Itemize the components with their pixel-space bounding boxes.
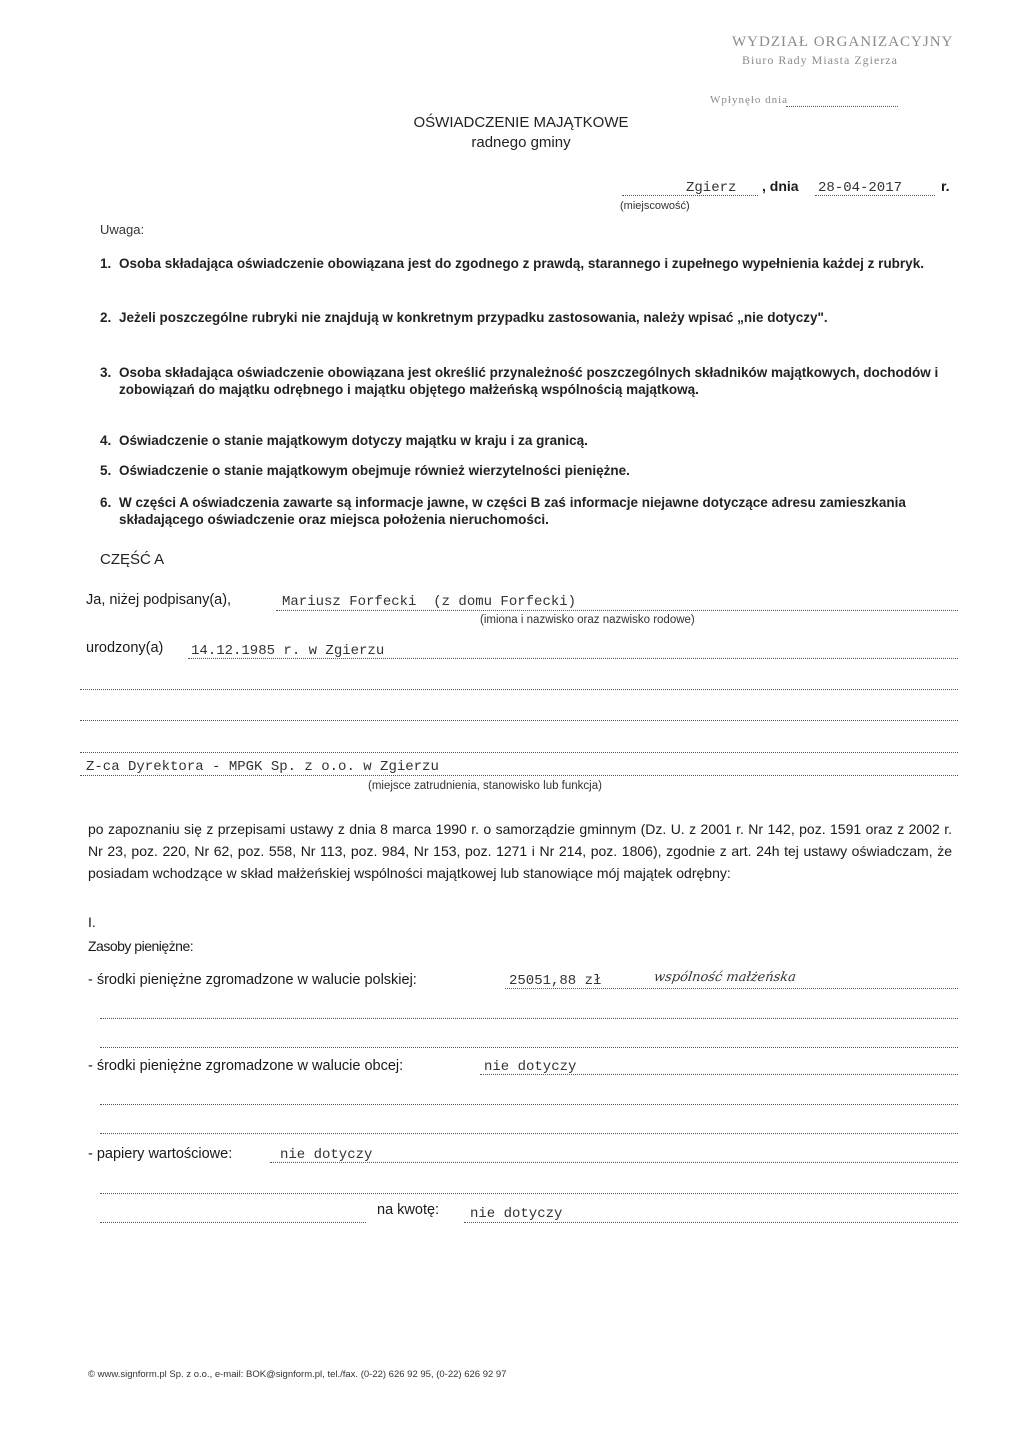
- rule-number: 1.: [100, 256, 112, 271]
- stamp-office: Biuro Rady Miasta Zgierza: [742, 53, 898, 67]
- pln-blank-line-2: [100, 1047, 958, 1048]
- part-a-heading: CZĘŚĆ A: [100, 551, 165, 568]
- stamp-department: WYDZIAŁ ORGANIZACYJNY: [732, 34, 954, 50]
- blank-line-1: [80, 689, 958, 690]
- fx-value: nie dotyczy: [484, 1059, 577, 1075]
- signer-name-caption: (imiona i nazwisko oraz nazwisko rodowe): [480, 614, 695, 626]
- rule-3: [100, 364, 950, 418]
- rule-5: [100, 462, 950, 480]
- fx-label: - środki pieniężne zgromadzone w walucie obcej:: [88, 1058, 404, 1074]
- signer-name: Mariusz Forfecki (z domu Forfecki): [282, 594, 577, 610]
- amount-value: nie dotyczy: [470, 1206, 563, 1222]
- born-label: urodzony(a): [86, 640, 164, 656]
- section-number: I.: [88, 914, 96, 930]
- note-label: Uwaga:: [100, 222, 145, 237]
- place-caption: (miejscowość): [620, 200, 690, 212]
- pln-handwritten-note: wspólność małżeńska: [652, 970, 797, 985]
- rule-4: [100, 432, 950, 450]
- section-heading: Zasoby pieniężne:: [88, 938, 194, 954]
- rule-text: Oświadczenie o stanie majątkowym obejmuje również wierzytelności pieniężne.: [119, 463, 630, 478]
- job-line: [80, 775, 958, 776]
- date-value: 28-04-2017: [818, 180, 903, 196]
- rule-text: Jeżeli poszczególne rubryki nie znajdują w konkretnym przypadku zastosowania, należy wpisać „nie dotyczy".: [119, 310, 828, 325]
- rule-text: Osoba składająca oświadczenie obowiązana jest do zgodnego z prawdą, starannego i zupełnego wypełnienia każdej z rubryk.: [119, 256, 924, 271]
- rule-number: 6.: [100, 495, 112, 510]
- rule-number: 5.: [100, 463, 112, 478]
- pln-value: 25051,88 zł: [509, 973, 602, 989]
- amount-line: [464, 1222, 958, 1223]
- signer-name-line: [276, 610, 958, 611]
- rule-number: 3.: [100, 365, 112, 380]
- rule-number: 2.: [100, 310, 112, 325]
- stamp-received-line: [786, 106, 898, 107]
- amount-left-line: [100, 1222, 366, 1223]
- amount-label: na kwotę:: [377, 1202, 440, 1218]
- stamp-received: [710, 94, 788, 106]
- pln-label: - środki pieniężne zgromadzone w walucie polskiej:: [88, 972, 417, 988]
- fx-blank-line-2: [100, 1133, 958, 1134]
- rule-2: [100, 309, 950, 345]
- pln-blank-line-1: [100, 1018, 958, 1019]
- securities-line: [270, 1162, 958, 1163]
- date-suffix: r.: [941, 178, 950, 194]
- rule-1: [100, 255, 950, 291]
- page-title: OŚWIADCZENIE MAJĄTKOWE: [413, 114, 629, 131]
- job-caption: (miejsce zatrudnienia, stanowisko lub funkcja): [368, 780, 602, 792]
- footer-credit: © www.signform.pl Sp. z o.o., e-mail: BOK@signform.pl, tel./fax. (0-22) 626 92 95, (0-22) 626 92 97: [88, 1369, 507, 1380]
- rule-6: [100, 494, 950, 530]
- rule-number: 4.: [100, 433, 112, 448]
- statement-paragraph: po zapoznaniu się z przepisami ustawy z dnia 8 marca 1990 r. o samorządzie gminnym (Dz. U. z 2001 r. Nr 142, poz. 1591 oraz z 2002 r. Nr 23, poz. 220, Nr 62, poz. 558, Nr 113, poz. 984, Nr 153, poz. 1271 i Nr 214, poz. 1806), zgodnie z art. 24h tej ustawy oświadczam, że posiadam wchodzące w skład małżeńskiej wspólności majątkowej lub stanowiące mój majątek odrębny:: [88, 821, 952, 881]
- blank-line-2: [80, 720, 958, 721]
- securities-blank-line: [100, 1193, 958, 1194]
- date-label: , dnia: [762, 178, 799, 194]
- rule-text: W części A oświadczenia zawarte są informacje jawne, w części B zaś informacje niejawne dotyczące adresu zamieszkania składającego oświadczenie oraz miejsca położenia nieruchomości.: [119, 495, 906, 527]
- blank-line-3: [80, 752, 958, 753]
- fx-blank-line-1: [100, 1104, 958, 1105]
- job-value: Z-ca Dyrektora - MPGK Sp. z o.o. w Zgierzu: [86, 759, 439, 775]
- rule-text: Osoba składająca oświadczenie obowiązana jest określić przynależność poszczególnych składników majątkowych, dochodów i zobowiązań do majątku odrębnego i majątku objętego małżeńską wspólnością majątkową.: [119, 365, 939, 397]
- signer-label: Ja, niżej podpisany(a),: [86, 592, 232, 608]
- securities-label: - papiery wartościowe:: [88, 1146, 233, 1162]
- stamp-received-label: Wpłynęło dnia: [710, 94, 789, 106]
- born-value: 14.12.1985 r. w Zgierzu: [191, 643, 385, 659]
- rule-text: Oświadczenie o stanie majątkowym dotyczy majątku w kraju i za granicą.: [119, 433, 588, 448]
- place-value: Zgierz: [686, 180, 737, 196]
- page-subtitle: radnego gminy: [471, 134, 571, 151]
- securities-value: nie dotyczy: [280, 1147, 373, 1163]
